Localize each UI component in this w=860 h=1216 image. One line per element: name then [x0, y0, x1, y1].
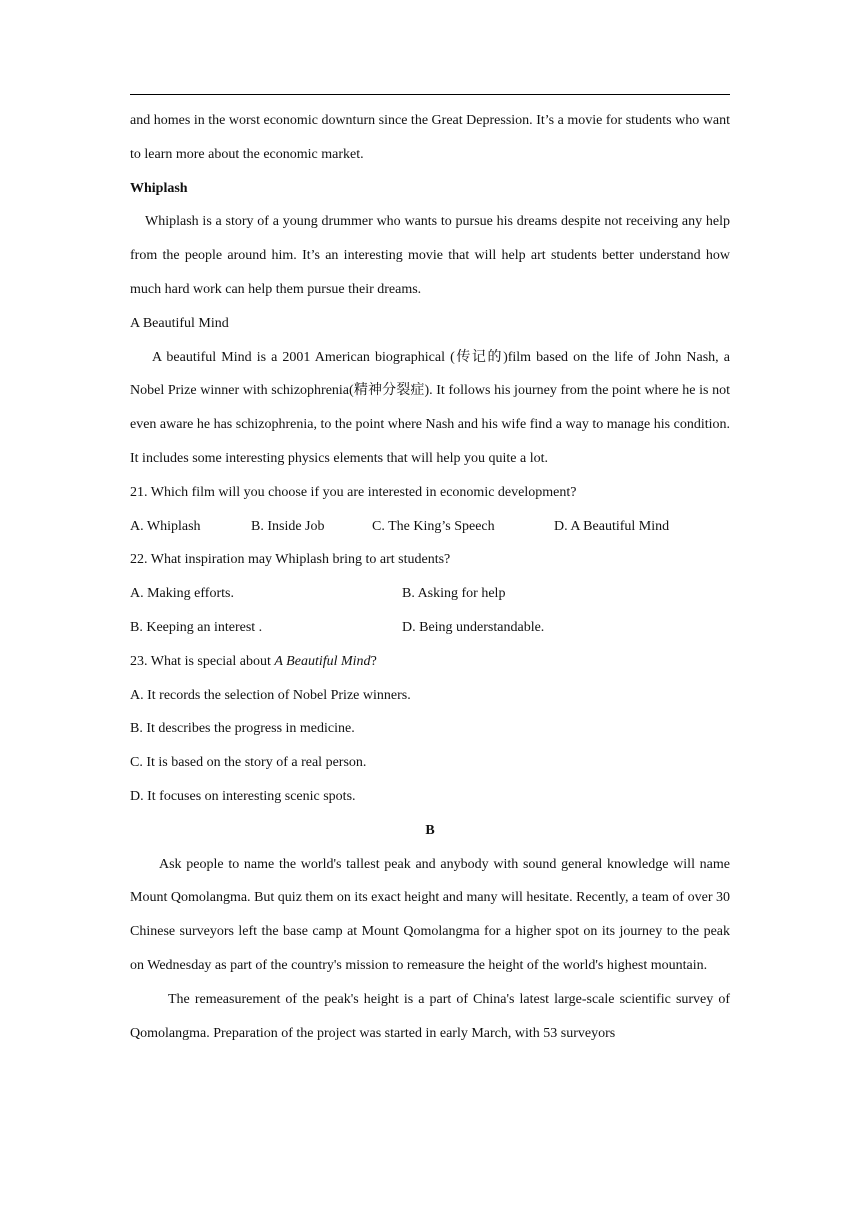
- beautiful-mind-title: A Beautiful Mind: [130, 315, 229, 331]
- q22-option-a: A. Making efforts.: [130, 586, 234, 602]
- q23-option-b: B. It describes the progress in medicine.: [130, 721, 355, 737]
- question-21-stem: 21. Which film will you choose if you are interested in economic development?: [130, 484, 577, 500]
- whiplash-title: Whiplash: [130, 180, 188, 196]
- q23-stem-prefix: 23. What is special about: [130, 653, 275, 669]
- q22-option-d: D. Being understandable.: [402, 619, 545, 635]
- question-21-options: [130, 510, 730, 544]
- inside-job-paragraph-end: and homes in the worst economic downturn since the Great Depression. It’s a movie for students who want to learn more about the economic market.: [130, 113, 730, 162]
- q23-option-a: A. It records the selection of Nobel Prize winners.: [130, 687, 411, 703]
- q21-option-a: A. Whiplash: [130, 518, 201, 534]
- document-body: [130, 104, 730, 1050]
- section-b-heading: B: [425, 822, 435, 838]
- q22-option-b: B. Asking for help: [402, 586, 506, 602]
- question-23-stem: [130, 645, 730, 679]
- q21-option-c: C. The King’s Speech: [372, 518, 495, 534]
- question-22-options-row-1: [130, 577, 730, 611]
- q23-stem-film-title: A Beautiful Mind: [274, 653, 371, 669]
- q23-option-d: D. It focuses on interesting scenic spots.: [130, 788, 356, 804]
- question-22-options-row-2: [130, 611, 730, 645]
- q21-option-d: D. A Beautiful Mind: [554, 518, 670, 534]
- section-b-paragraph-1: Ask people to name the world's tallest peak and anybody with sound general knowledge will name Mount Qomolangma. But quiz them on its exact height and many will hesitate. Recently, a team of over 30 Chinese surveyors left the base camp at Mount Qomolangma for a higher spot on its journey to the peak on Wednesday as part of the country's mission to remeasure the height of the world's highest mountain.: [130, 856, 730, 973]
- question-22-stem: 22. What inspiration may Whiplash bring to art students?: [130, 552, 451, 568]
- q23-option-c: C. It is based on the story of a real person.: [130, 755, 367, 771]
- section-b-paragraph-2: The remeasurement of the peak's height is a part of China's latest large-scale scientific survey of Qomolangma. Preparation of the project was started in early March, with 53 surveyors: [130, 991, 730, 1041]
- beautiful-mind-paragraph: A beautiful Mind is a 2001 American biographical (传记的)film based on the life of John Nash, a Nobel Prize winner with schizophrenia(精神分裂症). It follows his journey from the point where he is not even aware he has schizophrenia, to the point where Nash and his wife find a way to manage his condition. It includes some interesting physics elements that will help you quite a lot.: [130, 349, 730, 466]
- q21-option-b: B. Inside Job: [251, 518, 325, 534]
- header-rule: [130, 94, 730, 95]
- whiplash-paragraph: Whiplash is a story of a young drummer who wants to pursue his dreams despite not receiving any help from the people around him. It’s an interesting movie that will help art students better understand how much hard work can help them pursue their dreams.: [130, 214, 730, 297]
- q23-stem-suffix: ?: [370, 653, 377, 669]
- q22-option-c: B. Keeping an interest .: [130, 619, 263, 635]
